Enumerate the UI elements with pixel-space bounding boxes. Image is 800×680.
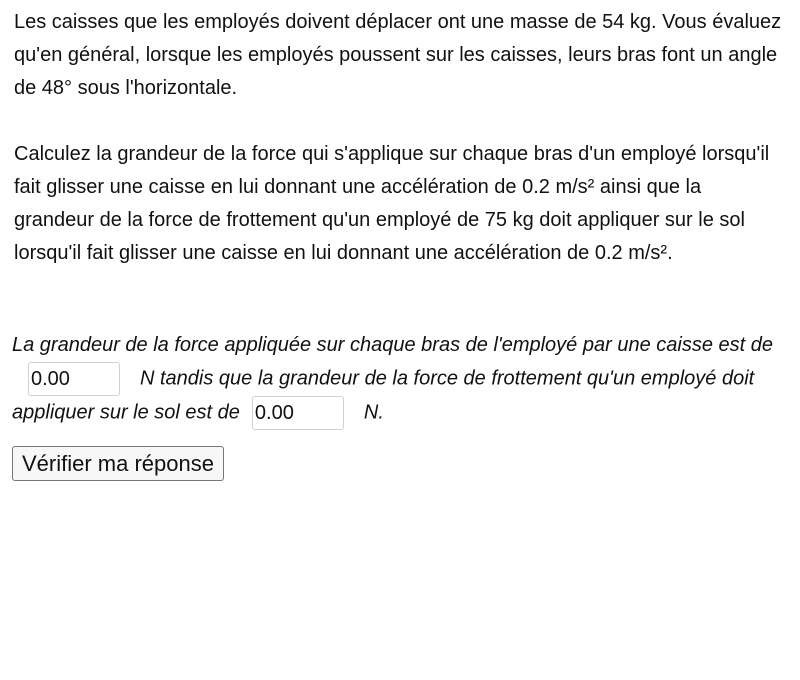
answer-sentence	[12, 329, 792, 430]
friction-force-input[interactable]	[252, 396, 344, 430]
answer-text-2: N tandis que la grandeur de la force de frottement qu'un employé doit appliquer sur le sol est de	[12, 367, 755, 424]
problem-paragraph-1: Les caisses que les employés doivent déplacer ont une masse de 54 kg. Vous évaluez qu'en général, lorsque les employés poussent sur les caisses, leurs bras font un angle de 48° sous l'horizontale.	[14, 11, 782, 99]
check-answer-button[interactable]: Vérifier ma réponse	[12, 446, 224, 481]
problem-statement	[14, 6, 786, 270]
answer-text-1: La grandeur de la force appliquée sur chaque bras de l'employé par une caisse est de	[12, 334, 773, 356]
answer-text-3: N.	[363, 401, 384, 424]
arm-force-input[interactable]	[28, 362, 120, 396]
problem-paragraph-2: Calculez la grandeur de la force qui s'applique sur chaque bras d'un employé lorsqu'il fait glisser une caisse en lui donnant une accélération de 0.2 m/s² ainsi que la grandeur de la force de frottement qu'un employé de 75 kg doit appliquer sur le sol lorsqu'il fait glisser une caisse en lui donnant une accélération de 0.2 m/s².	[14, 143, 770, 264]
